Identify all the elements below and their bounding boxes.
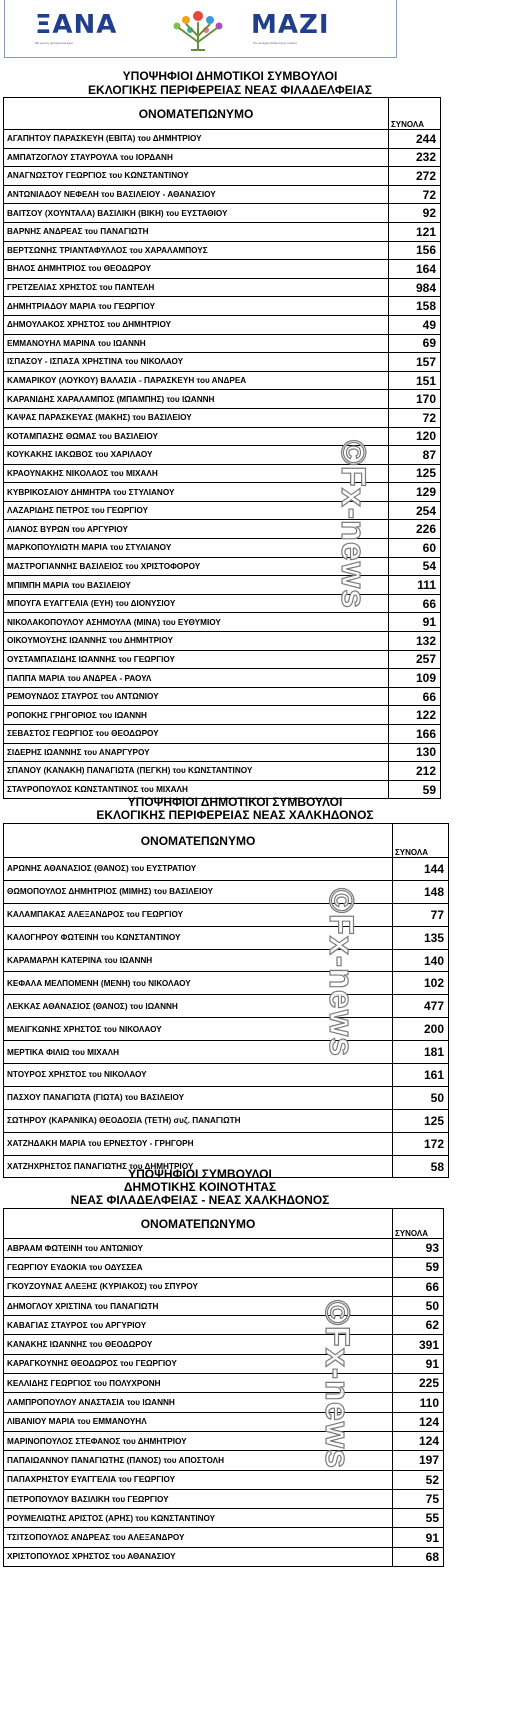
table-row <box>4 260 441 279</box>
table-row <box>4 185 441 204</box>
vote-total: 109 <box>389 669 441 688</box>
candidate-name: ΚΕΛΛΙΔΗΣ ΓΕΩΡΓΙΟΣ του ΠΟΛΥΧΡΟΝΗ <box>4 1374 393 1393</box>
table-row <box>4 972 449 995</box>
candidate-name: ΚΑΜΑΡΙΚΟΥ (ΛΟΥΚΟΥ) ΒΑΛΑΣΙΑ - ΠΑΡΑΣΚΕΥΗ του ΑΝΔΡΕΑ <box>4 371 389 390</box>
table-row <box>4 1470 444 1489</box>
table-header-row <box>4 1209 444 1239</box>
section1-title-line1: ΥΠΟΨΗΦΙΟΙ ΔΗΜΟΤΙΚΟΙ ΣΥΜΒΟΥΛΟΙ <box>122 69 338 83</box>
candidate-name: ΚΕΦΑΛΑ ΜΕΛΠΟΜΕΝΗ (ΜΕΝΗ) του ΝΙΚΟΛΑΟΥ <box>4 972 393 995</box>
vote-total: 60 <box>389 539 441 558</box>
candidate-name: ΑΝΑΓΝΩΣΤΟΥ ΓΕΩΡΓΙΟΣ του ΚΩΝΣΤΑΝΤΙΝΟΥ <box>4 167 389 186</box>
candidate-name: ΘΩΜΟΠΟΥΛΟΣ ΔΗΜΗΤΡΙΟΣ (ΜΙΜΗΣ) του ΒΑΣΙΛΕΙΟΥ <box>4 880 393 903</box>
table-row <box>4 1374 444 1393</box>
candidate-name: ΚΑΡΑΝΙΔΗΣ ΧΑΡΑΛΑΜΠΟΣ (ΜΠΑΜΠΗΣ) του ΙΩΑΝΝΗ <box>4 390 389 409</box>
candidate-name: ΙΣΠΑΣΟΥ - ΙΣΠΑΣΑ ΧΡΗΣΤΙΝΑ του ΝΙΚΟΛΑΟΥ <box>4 353 389 372</box>
vote-total: 166 <box>389 725 441 744</box>
vote-total: 257 <box>389 650 441 669</box>
candidate-name: ΠΑΠΑΧΡΗΣΤΟΥ ΕΥΑΓΓΕΛΙΑ του ΓΕΩΡΓΙΟΥ <box>4 1470 393 1489</box>
candidate-name: ΜΑΣΤΡΟΓΙΑΝΝΗΣ ΒΑΣΙΛΕΙΟΣ του ΧΡΙΣΤΟΦΟΡΟΥ <box>4 557 389 576</box>
candidate-name: ΟΙΚΟΥΜΟΥΣΗΣ ΙΩΑΝΝΗΣ του ΔΗΜΗΤΡΙΟΥ <box>4 632 389 651</box>
table-row <box>4 371 441 390</box>
table-row <box>4 297 441 316</box>
candidate-name: ΓΕΩΡΓΙΟΥ ΕΥΔΟΚΙΑ του ΟΔΥΣΣΕΑ <box>4 1258 393 1277</box>
table-row <box>4 1239 444 1258</box>
vote-total: 244 <box>389 130 441 149</box>
candidate-name: ΣΩΤΗΡΟΥ (ΚΑΡΑΝΙΚΑ) ΘΕΟΔΟΣΙΑ (ΤΕΤΗ) συζ. ΠΑΝΑΓΙΩΤΗ <box>4 1109 393 1132</box>
table-row <box>4 353 441 372</box>
candidate-name: ΚΟΤΑΜΠΑΣΗΣ ΘΩΜΑΣ του ΒΑΣΙΛΕΙΟΥ <box>4 427 389 446</box>
table-row <box>4 167 441 186</box>
column-header-name: ΟΝΟΜΑΤΕΠΩΝΥΜΟ <box>4 98 389 130</box>
table-row <box>4 334 441 353</box>
table-row <box>4 1086 449 1109</box>
candidate-name: ΣΤΑΥΡΟΠΟΥΛΟΣ ΚΩΝΣΤΑΝΤΙΝΟΣ του ΜΙΧΑΛΗ <box>4 780 389 799</box>
table-row <box>4 1412 444 1431</box>
vote-total: 91 <box>393 1354 444 1373</box>
candidate-name: ΡΟΠΟΚΗΣ ΓΡΗΓΟΡΙΟΣ του ΙΩΑΝΝΗ <box>4 706 389 725</box>
section2-title-line1: ΥΠΟΨΗΦΙΟΙ ΔΗΜΟΤΙΚΟΙ ΣΥΜΒΟΥΛΟΙ <box>127 795 343 809</box>
vote-total: 91 <box>389 613 441 632</box>
vote-total: 200 <box>393 1018 449 1041</box>
table-row <box>4 1064 449 1087</box>
vote-total: 121 <box>389 222 441 241</box>
candidate-name: ΔΗΜΗΤΡΙΑΔΟΥ ΜΑΡΙΑ του ΓΕΩΡΓΙΟΥ <box>4 297 389 316</box>
logo-text-left: ΞΑΝΑ <box>35 10 118 40</box>
candidate-name: ΚΡΑΟΥΝΑΚΗΣ ΝΙΚΟΛΑΟΣ του ΜΙΧΑΛΗ <box>4 464 389 483</box>
vote-total: 102 <box>393 972 449 995</box>
table-header-row <box>4 98 441 130</box>
table-header-row <box>4 824 449 858</box>
watermark-1: ©Fx-news <box>334 440 372 610</box>
candidate-name: ΝΤΟΥΡΟΣ ΧΡΗΣΤΟΣ του ΝΙΚΟΛΑΟΥ <box>4 1064 393 1087</box>
table-row <box>4 241 441 260</box>
vote-total: 148 <box>393 880 449 903</box>
logo-text-right: ΜΑΖΙ <box>251 10 330 40</box>
vote-total: 161 <box>393 1064 449 1087</box>
table-row <box>4 204 441 223</box>
table-row <box>4 706 441 725</box>
table-row <box>4 1316 444 1335</box>
vote-total: 157 <box>389 353 441 372</box>
candidate-name: ΧΑΤΖΗΧΡΗΣΤΟΣ ΠΑΝΑΓΙΩΤΗΣ του ΔΗΜΗΤΡΙΟΥ <box>4 1155 393 1178</box>
table-row <box>4 390 441 409</box>
vote-total: 92 <box>389 204 441 223</box>
table-row <box>4 594 441 613</box>
table-row <box>4 222 441 241</box>
column-header-total: ΣΥΝΟΛΑ <box>393 1209 444 1239</box>
candidate-name: ΚΑΡΑΓΚΟΥΝΗΣ ΘΕΟΔΩΡΟΣ του ΓΕΩΡΓΙΟΥ <box>4 1354 393 1373</box>
candidate-name: ΣΕΒΑΣΤΟΣ ΓΕΩΡΓΙΟΣ του ΘΕΟΔΩΡΟΥ <box>4 725 389 744</box>
logo-banner <box>4 0 397 58</box>
vote-total: 132 <box>389 632 441 651</box>
vote-total: 50 <box>393 1086 449 1109</box>
candidate-name: ΣΙΔΕΡΗΣ ΙΩΑΝΝΗΣ του ΑΝΑΡΓΥΡΟΥ <box>4 743 389 762</box>
candidate-name: ΑΡΩΝΗΣ ΑΘΑΝΑΣΙΟΣ (ΘΑΝΟΣ) του ΕΥΣΤΡΑΤΙΟΥ <box>4 858 393 881</box>
candidate-name: ΧΑΤΖΗΔΑΚΗ ΜΑΡΙΑ του ΕΡΝΕΣΤΟΥ - ΓΡΗΓΟΡΗ <box>4 1132 393 1155</box>
candidate-name: ΠΕΤΡΟΠΟΥΛΟΥ ΒΑΣΙΛΙΚΗ του ΓΕΩΡΓΙΟΥ <box>4 1489 393 1508</box>
table-row <box>4 1451 444 1470</box>
table-row <box>4 926 449 949</box>
candidate-name: ΟΥΣΤΑΜΠΑΣΙΔΗΣ ΙΩΑΝΝΗΣ του ΓΕΩΡΓΙΟΥ <box>4 650 389 669</box>
candidate-name: ΚΑΒΑΓΙΑΣ ΣΤΑΥΡΟΣ του ΑΡΓΥΡΙΟΥ <box>4 1316 393 1335</box>
vote-total: 151 <box>389 371 441 390</box>
table-row <box>4 743 441 762</box>
vote-total: 66 <box>393 1277 444 1296</box>
table-row <box>4 1547 444 1566</box>
vote-total: 59 <box>389 780 441 799</box>
candidate-name: ΡΕΜΟΥΝΔΟΣ ΣΤΑΥΡΟΣ του ΑΝΤΩΝΙΟΥ <box>4 687 389 706</box>
table-row <box>4 762 441 781</box>
vote-total: 77 <box>393 903 449 926</box>
candidate-name: ΒΑΡΝΗΣ ΑΝΔΡΕΑΣ του ΠΑΝΑΓΙΩΤΗ <box>4 222 389 241</box>
table-row <box>4 903 449 926</box>
vote-total: 58 <box>393 1155 449 1178</box>
candidate-name: ΧΡΙΣΤΟΠΟΥΛΟΣ ΧΡΗΣΤΟΣ του ΑΘΑΝΑΣΙΟΥ <box>4 1547 393 1566</box>
vote-total: 72 <box>389 408 441 427</box>
section2-table <box>3 823 449 1178</box>
table-row <box>4 1041 449 1064</box>
logo-subtitle-left: Με γνώση, εμπειρία και έργο <box>35 41 74 45</box>
table-row <box>4 483 441 502</box>
table-row <box>4 557 441 576</box>
vote-total: 272 <box>389 167 441 186</box>
candidate-name: ΣΠΑΝΟΥ (ΚΑΝΑΚΗ) ΠΑΝΑΓΙΩΤΑ (ΠΕΓΚΗ) του ΚΩΝΣΤΑΝΤΙΝΟΥ <box>4 762 389 781</box>
vote-total: 55 <box>393 1509 444 1528</box>
candidate-name: ΚΑΡΑΜΑΡΛΗ ΚΑΤΕΡΙΝΑ του ΙΩΑΝΝΗ <box>4 949 393 972</box>
vote-total: 122 <box>389 706 441 725</box>
candidate-name: ΔΗΜΟΥΛΑΚΟΣ ΧΡΗΣΤΟΣ του ΔΗΜΗΤΡΙΟΥ <box>4 315 389 334</box>
vote-total: 164 <box>389 260 441 279</box>
table-row <box>4 725 441 744</box>
candidate-name: ΜΠΟΥΓΑ ΕΥΑΓΓΕΛΙΑ (ΕΥΗ) του ΔΙΟΝΥΣΙΟΥ <box>4 594 389 613</box>
table-row <box>4 148 441 167</box>
candidate-name: ΓΚΟΥΖΟΥΝΑΣ ΑΛΕΞΗΣ (ΚΥΡΙΑΚΟΣ) του ΣΠΥΡΟΥ <box>4 1277 393 1296</box>
vote-total: 66 <box>389 687 441 706</box>
vote-total: 91 <box>393 1528 444 1547</box>
section3-title-line2: ΔΗΜΟΤΙΚΗΣ ΚΟΙΝΟΤΗΤΑΣ <box>123 1180 277 1194</box>
table-row <box>4 669 441 688</box>
candidate-name: ΜΑΡΚΟΠΟΥΛΙΩΤΗ ΜΑΡΙΑ του ΣΤΥΛΙΑΝΟΥ <box>4 539 389 558</box>
table-row <box>4 1509 444 1528</box>
candidate-name: ΛΑΖΑΡΙΔΗΣ ΠΕΤΡΟΣ του ΓΕΩΡΓΙΟΥ <box>4 501 389 520</box>
candidate-name: ΜΕΛΙΓΚΩΝΗΣ ΧΡΗΣΤΟΣ του ΝΙΚΟΛΑΟΥ <box>4 1018 393 1041</box>
candidate-name: ΑΜΠΑΤΖΟΓΛΟΥ ΣΤΑΥΡΟΥΛΑ του ΙΟΡΔΑΝΗ <box>4 148 389 167</box>
table-row <box>4 1296 444 1315</box>
table-row <box>4 1335 444 1354</box>
candidate-name: ΑΒΡΑΑΜ ΦΩΤΕΙΝΗ του ΑΝΤΩΝΙΟΥ <box>4 1239 393 1258</box>
vote-total: 225 <box>393 1374 444 1393</box>
table-row <box>4 632 441 651</box>
watermark-3: ©Fx-news <box>318 1300 356 1470</box>
candidate-name: ΑΝΤΩΝΙΑΔΟΥ ΝΕΦΕΛΗ του ΒΑΣΙΛΕΙΟΥ - ΑΘΑΝΑΣΙΟΥ <box>4 185 389 204</box>
vote-total: 181 <box>393 1041 449 1064</box>
section3-title-line1: ΥΠΟΨΗΦΙΟΙ ΣΥΜΒΟΥΛΟΙ <box>128 1167 272 1181</box>
vote-total: 232 <box>389 148 441 167</box>
candidate-name: ΒΑΙΤΣΟΥ (ΧΟΥΝΤΑΛΑ) ΒΑΣΙΛΙΚΗ (ΒΙΚΗ) του ΕΥΣΤΑΘΙΟΥ <box>4 204 389 223</box>
vote-total: 72 <box>389 185 441 204</box>
vote-total: 111 <box>389 576 441 595</box>
table-row <box>4 1431 444 1450</box>
candidate-name: ΡΟΥΜΕΛΙΩΤΗΣ ΑΡΙΣΤΟΣ (ΑΡΗΣ) του ΚΩΝΣΤΑΝΤΙΝΟΥ <box>4 1509 393 1528</box>
candidate-name: ΤΣΙΤΣΟΠΟΥΛΟΣ ΑΝΔΡΕΑΣ του ΑΛΕΞΑΝΔΡΟΥ <box>4 1528 393 1547</box>
table-row <box>4 464 441 483</box>
table-row <box>4 446 441 465</box>
column-header-name: ΟΝΟΜΑΤΕΠΩΝΥΜΟ <box>4 824 393 858</box>
section1-title-line2: ΕΚΛΟΓΙΚΗΣ ΠΕΡΙΦΕΡΕΙΑΣ ΝΕΑΣ ΦΙΛΑΔΕΛΦΕΙΑΣ <box>88 83 372 97</box>
vote-total: 144 <box>393 858 449 881</box>
candidate-name: ΜΕΡΤΙΚΑ ΦΙΛΙΩ του ΜΙΧΑΛΗ <box>4 1041 393 1064</box>
section2-title-line2: ΕΚΛΟΓΙΚΗΣ ΠΕΡΙΦΕΡΕΙΑΣ ΝΕΑΣ ΧΑΛΚΗΔΟΝΟΣ <box>96 808 374 822</box>
vote-total: 68 <box>393 1547 444 1566</box>
candidate-name: ΛΙΑΝΟΣ ΒΥΡΩΝ του ΑΡΓΥΡΙΟΥ <box>4 520 389 539</box>
vote-total: 254 <box>389 501 441 520</box>
vote-total: 120 <box>389 427 441 446</box>
vote-total: 69 <box>389 334 441 353</box>
vote-total: 125 <box>389 464 441 483</box>
candidate-name: ΠΑΠΠΑ ΜΑΡΙΑ του ΑΝΔΡΕΑ - ΡΑΟΥΛ <box>4 669 389 688</box>
vote-total: 391 <box>393 1335 444 1354</box>
vote-total: 50 <box>393 1296 444 1315</box>
table-row <box>4 408 441 427</box>
section1-table <box>3 97 441 799</box>
vote-total: 197 <box>393 1451 444 1470</box>
table-row <box>4 1489 444 1508</box>
table-row <box>4 1528 444 1547</box>
vote-total: 54 <box>389 557 441 576</box>
section3-table <box>3 1208 444 1567</box>
candidate-name: ΒΕΡΤΣΩΝΗΣ ΤΡΙΑΝΤΑΦΥΛΛΟΣ του ΧΑΡΑΛΑΜΠΟΥΣ <box>4 241 389 260</box>
table-row <box>4 315 441 334</box>
vote-total: 75 <box>393 1489 444 1508</box>
candidate-name: ΛΕΚΚΑΣ ΑΘΑΝΑΣΙΟΣ (ΘΑΝΟΣ) του ΙΩΑΝΝΗ <box>4 995 393 1018</box>
vote-total: 172 <box>393 1132 449 1155</box>
candidate-name: ΕΜΜΑΝΟΥΗΛ ΜΑΡΙΝΑ του ΙΩΑΝΝΗ <box>4 334 389 353</box>
vote-total: 66 <box>389 594 441 613</box>
table-row <box>4 278 441 297</box>
table-row <box>4 1354 444 1373</box>
vote-total: 124 <box>393 1431 444 1450</box>
vote-total: 125 <box>393 1109 449 1132</box>
candidate-name: ΛΑΜΠΡΟΠΟΥΛΟΥ ΑΝΑΣΤΑΣΙΑ του ΙΩΑΝΝΗ <box>4 1393 393 1412</box>
table-row <box>4 880 449 903</box>
table-row <box>4 613 441 632</box>
logo-subtitle-right: Για συνέχεια δίπλα στους πολίτες <box>253 41 298 45</box>
table-row <box>4 995 449 1018</box>
candidate-name: ΠΑΣΧΟΥ ΠΑΝΑΓΙΩΤΑ (ΓΙΩΤΑ) του ΒΑΣΙΛΕΙΟΥ <box>4 1086 393 1109</box>
candidate-name: ΛΙΒΑΝΙΟΥ ΜΑΡΙΑ του ΕΜΜΑΝΟΥΗΛ <box>4 1412 393 1431</box>
vote-total: 226 <box>389 520 441 539</box>
vote-total: 156 <box>389 241 441 260</box>
vote-total: 87 <box>389 446 441 465</box>
table-row <box>4 576 441 595</box>
table-row <box>4 949 449 972</box>
table-row <box>4 520 441 539</box>
candidate-name: ΚΥΒΡΙΚΟΣΑΙΟΥ ΔΗΜΗΤΡΑ του ΣΤΥΛΙΑΝΟΥ <box>4 483 389 502</box>
vote-total: 140 <box>393 949 449 972</box>
candidate-name: ΚΑΛΟΓΗΡΟΥ ΦΩΤΕΙΝΗ του ΚΩΝΣΤΑΝΤΙΝΟΥ <box>4 926 393 949</box>
candidate-name: ΚΑΛΑΜΠΑΚΑΣ ΑΛΕΞΑΝΔΡΟΣ του ΓΕΩΡΓΙΟΥ <box>4 903 393 926</box>
table-row <box>4 1109 449 1132</box>
tree-of-people-icon <box>161 6 235 54</box>
table-row <box>4 1258 444 1277</box>
candidate-name: ΚΟΥΚΑΚΗΣ ΙΑΚΩΒΟΣ του ΧΑΡΙΛΑΟΥ <box>4 446 389 465</box>
candidate-name: ΜΠΙΜΠΗ ΜΑΡΙΑ του ΒΑΣΙΛΕΙΟΥ <box>4 576 389 595</box>
column-header-total: ΣΥΝΟΛΑ <box>389 98 441 130</box>
table-row <box>4 501 441 520</box>
table-row <box>4 1393 444 1412</box>
vote-total: 170 <box>389 390 441 409</box>
vote-total: 130 <box>389 743 441 762</box>
candidate-name: ΔΗΜΟΓΛΟΥ ΧΡΙΣΤΙΝΑ του ΠΑΝΑΓΙΩΤΗ <box>4 1296 393 1315</box>
watermark-2: ©Fx-news <box>322 888 360 1058</box>
vote-total: 59 <box>393 1258 444 1277</box>
table-row <box>4 687 441 706</box>
candidate-name: ΠΑΠΑΙΩΑΝΝΟΥ ΠΑΝΑΓΙΩΤΗΣ (ΠΑΝΟΣ) του ΑΠΟΣΤΟΛΗ <box>4 1451 393 1470</box>
table-row <box>4 1277 444 1296</box>
table-row <box>4 539 441 558</box>
vote-total: 129 <box>389 483 441 502</box>
section3-title-line3: ΝΕΑΣ ΦΙΛΑΔΕΛΦΕΙΑΣ - ΝΕΑΣ ΧΑΛΚΗΔΟΝΟΣ <box>70 1193 330 1207</box>
candidate-name: ΑΓΑΠΗΤΟΥ ΠΑΡΑΣΚΕΥΗ (ΕΒΙΤΑ) του ΔΗΜΗΤΡΙΟΥ <box>4 130 389 149</box>
vote-total: 52 <box>393 1470 444 1489</box>
table-row <box>4 858 449 881</box>
candidate-name: ΒΗΛΟΣ ΔΗΜΗΤΡΙΟΣ του ΘΕΟΔΩΡΟΥ <box>4 260 389 279</box>
vote-total: 135 <box>393 926 449 949</box>
table-row <box>4 650 441 669</box>
table-row <box>4 427 441 446</box>
vote-total: 212 <box>389 762 441 781</box>
vote-total: 62 <box>393 1316 444 1335</box>
candidate-name: ΝΙΚΟΛΑΚΟΠΟΥΛΟΥ ΑΣΗΜΟΥΛΑ (ΜΙΝΑ) του ΕΥΘΥΜΙΟΥ <box>4 613 389 632</box>
vote-total: 49 <box>389 315 441 334</box>
vote-total: 110 <box>393 1393 444 1412</box>
vote-total: 124 <box>393 1412 444 1431</box>
column-header-name: ΟΝΟΜΑΤΕΠΩΝΥΜΟ <box>4 1209 393 1239</box>
vote-total: 158 <box>389 297 441 316</box>
candidate-name: ΜΑΡΙΝΟΠΟΥΛΟΣ ΣΤΕΦΑΝΟΣ του ΔΗΜΗΤΡΙΟΥ <box>4 1431 393 1450</box>
candidate-name: ΓΡΕΤΖΕΛΙΑΣ ΧΡΗΣΤΟΣ του ΠΑΝΤΕΛΗ <box>4 278 389 297</box>
candidate-name: ΚΑΝΑΚΗΣ ΙΩΑΝΝΗΣ του ΘΕΟΔΩΡΟΥ <box>4 1335 393 1354</box>
column-header-total: ΣΥΝΟΛΑ <box>393 824 449 858</box>
table-row <box>4 130 441 149</box>
vote-total: 477 <box>393 995 449 1018</box>
vote-total: 984 <box>389 278 441 297</box>
table-row <box>4 1018 449 1041</box>
vote-total: 93 <box>393 1239 444 1258</box>
candidate-name: ΚΑΨΑΣ ΠΑΡΑΣΚΕΥΑΣ (ΜΑΚΗΣ) του ΒΑΣΙΛΕΙΟΥ <box>4 408 389 427</box>
table-row <box>4 1132 449 1155</box>
